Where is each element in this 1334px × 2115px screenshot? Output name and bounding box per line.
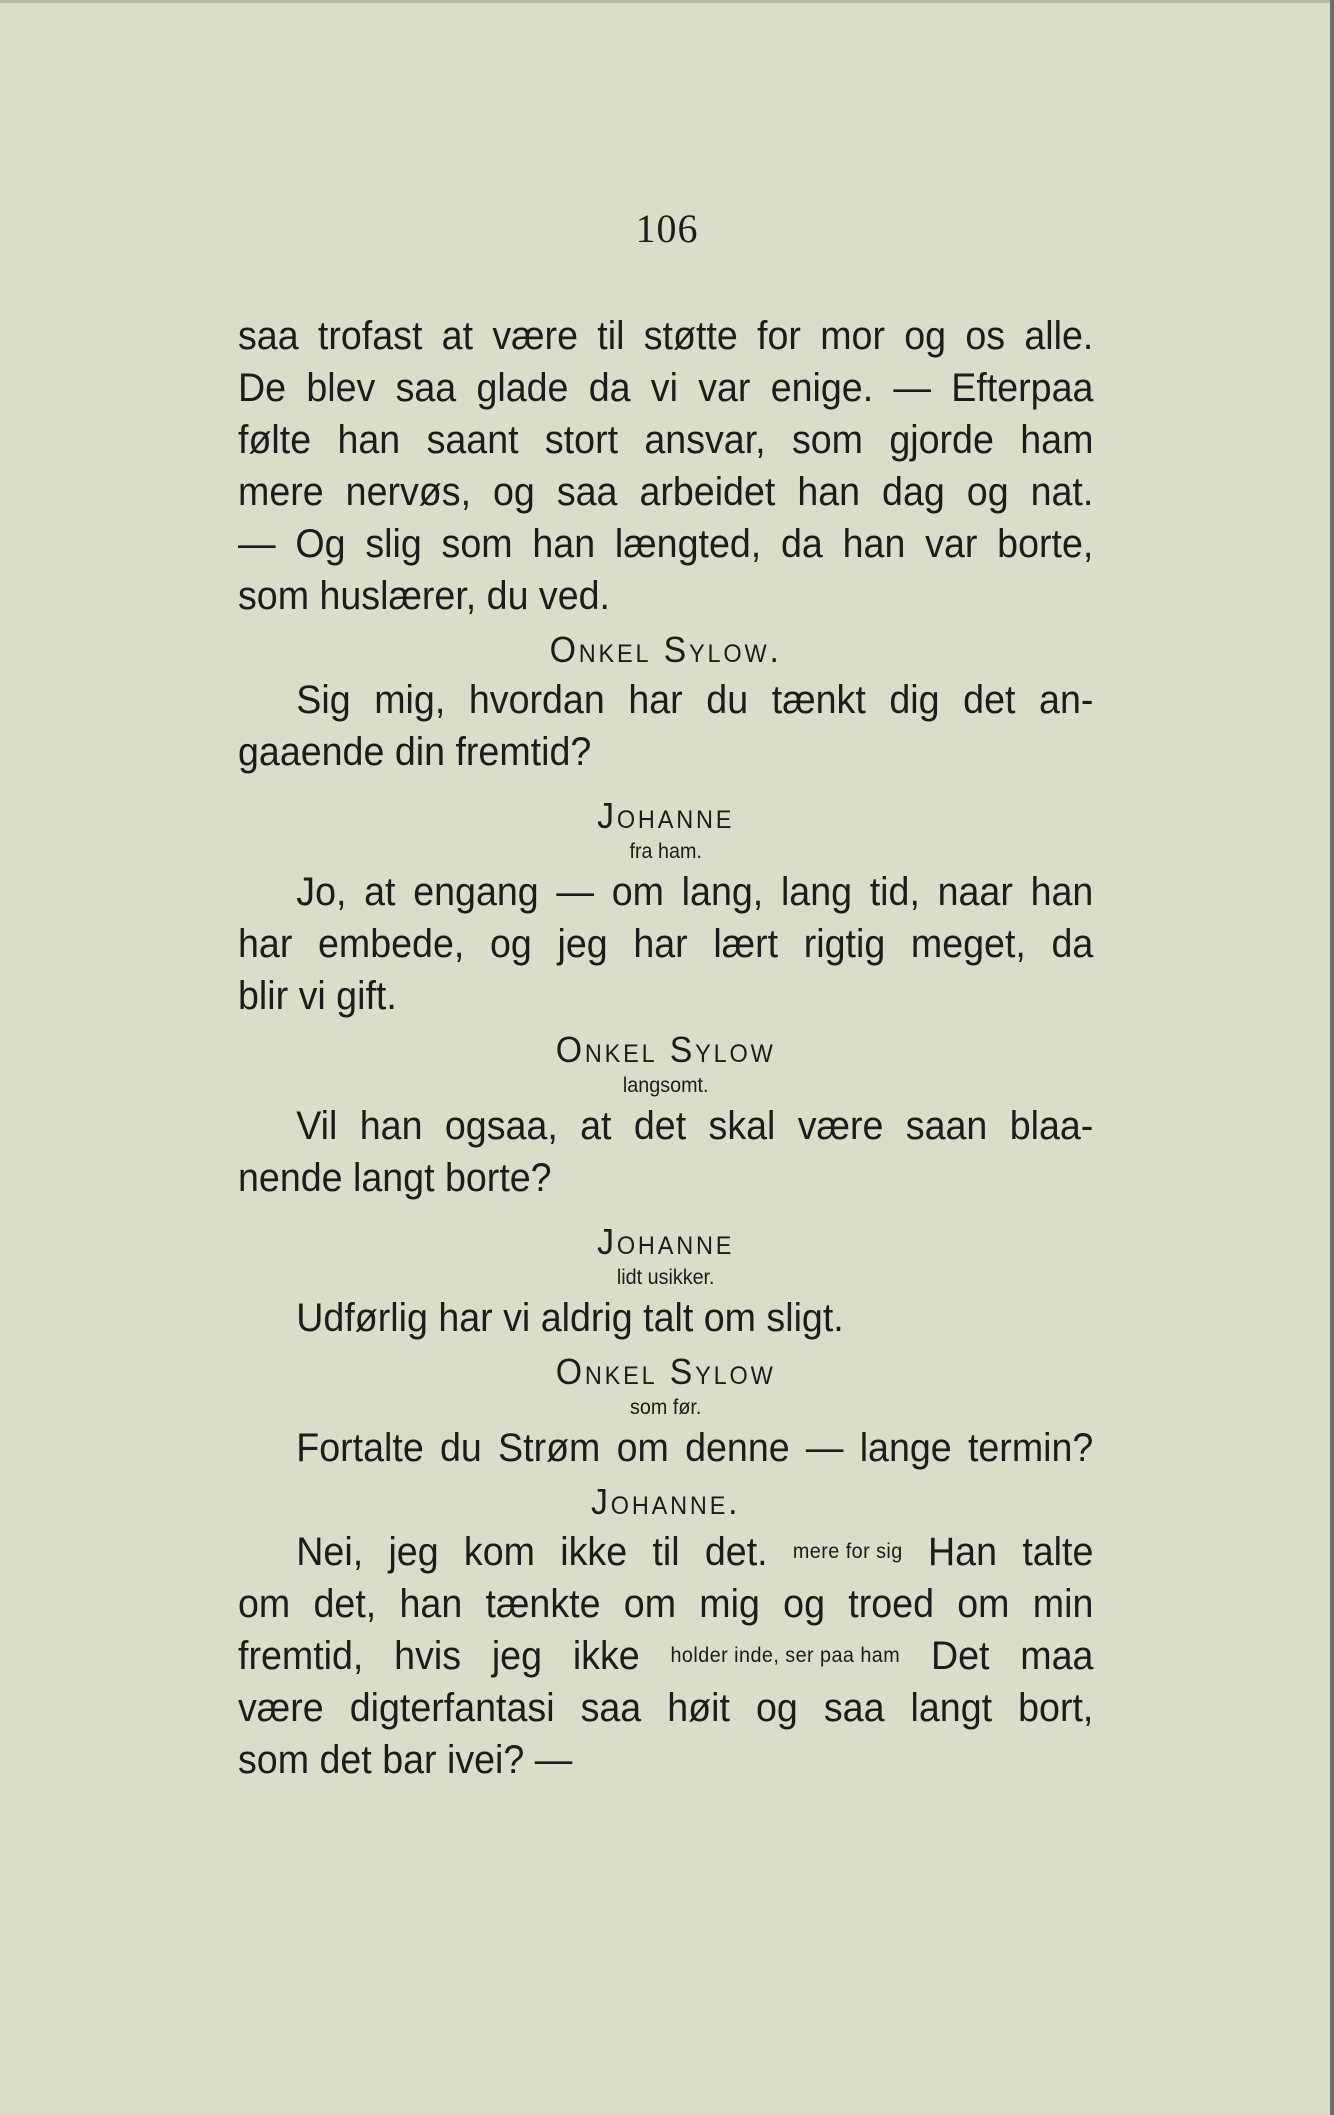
word: tænkt — [771, 678, 866, 722]
word: saa — [580, 1686, 642, 1730]
word: engang — [413, 870, 539, 914]
word: nervøs, — [345, 470, 472, 514]
word: saa — [556, 470, 618, 514]
word: meget, — [910, 922, 1026, 966]
word: maa — [1020, 1634, 1094, 1678]
text-line — [238, 918, 1093, 970]
speaker-name: Onkel Sylow — [555, 1029, 776, 1070]
word: var — [925, 522, 978, 566]
word: hvis — [394, 1634, 462, 1678]
word: at — [441, 314, 474, 358]
word: om — [238, 1582, 291, 1626]
word: saa — [238, 314, 299, 358]
word: han — [359, 1104, 423, 1148]
word: glade — [476, 366, 569, 410]
text-line — [238, 674, 1093, 726]
word: naar — [937, 870, 1013, 914]
word: hvordan — [468, 678, 605, 722]
word: Sig — [296, 678, 351, 722]
line-text: som det bar ivei? — — [238, 1738, 573, 1782]
word: ogsaa, — [444, 1104, 558, 1148]
word: han — [842, 522, 906, 566]
text-line — [238, 866, 1093, 918]
word: jeg — [557, 922, 608, 966]
word: jeg — [491, 1634, 543, 1678]
word: Han — [928, 1530, 998, 1574]
word: og — [493, 470, 535, 514]
page-edge-top — [0, 0, 1334, 3]
word: han — [399, 1582, 463, 1626]
line-text: blir vi gift. — [238, 974, 397, 1018]
word: ansvar, — [644, 418, 766, 462]
word: om — [623, 1582, 677, 1626]
word: du — [439, 1426, 482, 1470]
word: digterfantasi — [349, 1686, 555, 1730]
word: Fortalte — [296, 1426, 424, 1470]
text-line — [238, 570, 1093, 622]
stage-direction: fra ham. — [629, 840, 702, 863]
word: om — [957, 1582, 1010, 1626]
word: fremtid, — [238, 1634, 364, 1678]
word: langt — [910, 1686, 993, 1730]
word: saan — [905, 1104, 988, 1148]
word: blev — [306, 366, 376, 410]
line-text: Udførlig har vi aldrig talt om sligt. — [296, 1296, 844, 1340]
inline-stage-direction: mere for sig — [792, 1540, 903, 1563]
text-line — [238, 1734, 1093, 1786]
word: det — [633, 1104, 687, 1148]
word: alle. — [1024, 314, 1094, 358]
word: da — [1051, 922, 1094, 966]
word: lange — [859, 1426, 952, 1470]
word: jeg — [388, 1530, 439, 1574]
word: — — [238, 522, 276, 566]
speaker-name: Johanne. — [590, 1481, 741, 1522]
page-edge — [1330, 0, 1334, 2115]
word: og — [783, 1582, 826, 1626]
word: og — [489, 922, 532, 966]
word: det, — [313, 1582, 377, 1626]
word: være — [492, 314, 579, 358]
word: arbeidet — [639, 470, 776, 514]
word: saant — [426, 418, 519, 462]
word: ham — [1020, 418, 1094, 462]
word: borte, — [997, 522, 1094, 566]
text-line — [238, 1630, 1093, 1682]
word: embede, — [318, 922, 465, 966]
word: være — [238, 1686, 324, 1730]
word: mor — [820, 314, 885, 358]
word: være — [797, 1104, 884, 1148]
word: skal — [708, 1104, 776, 1148]
word: — — [805, 1426, 844, 1470]
speaker-name: Onkel Sylow — [555, 1351, 776, 1392]
word: han — [1030, 870, 1094, 914]
text-line — [238, 1578, 1093, 1630]
word: da — [781, 522, 823, 566]
word: mig — [699, 1582, 760, 1626]
word: kom — [463, 1530, 535, 1574]
word: om — [611, 870, 664, 914]
text-line — [238, 310, 1093, 362]
text-line — [238, 970, 1093, 1022]
word: stort — [544, 418, 619, 462]
word: nat. — [1030, 470, 1094, 514]
word: har — [238, 922, 293, 966]
word: tid, — [869, 870, 920, 914]
inline-stage-direction: holder inde, ser paa ham — [670, 1644, 901, 1667]
word: han — [797, 470, 861, 514]
word: Strøm — [498, 1426, 601, 1470]
word: til — [652, 1530, 680, 1574]
speaker-name: Johanne — [597, 1221, 735, 1262]
line-text: som huslærer, du ved. — [238, 574, 611, 618]
word: dag — [882, 470, 945, 514]
word: han — [337, 418, 401, 462]
text-line — [238, 1292, 1093, 1344]
word: at — [580, 1104, 612, 1148]
word: og — [755, 1686, 798, 1730]
word: blaa- — [1009, 1104, 1094, 1148]
text-line — [238, 726, 1093, 778]
word: Nei, — [296, 1530, 364, 1574]
word: til — [597, 314, 625, 358]
word: som — [441, 522, 513, 566]
text-line — [238, 1422, 1093, 1474]
stage-direction: som før. — [630, 1396, 702, 1419]
word: høit — [667, 1686, 730, 1730]
word: han — [532, 522, 596, 566]
word: Jo, — [296, 870, 347, 914]
word: tænkte — [485, 1582, 601, 1626]
word: for — [757, 314, 801, 358]
text-line — [238, 414, 1093, 466]
word: — — [893, 366, 932, 410]
word: ikke — [560, 1530, 628, 1574]
word: og — [966, 470, 1009, 514]
word: lang, — [681, 870, 764, 914]
word: os — [965, 314, 1006, 358]
text-line — [238, 1526, 1093, 1578]
text-line — [238, 1682, 1093, 1734]
word: saa — [395, 366, 457, 410]
word: det. — [704, 1530, 768, 1574]
word: længted, — [614, 522, 762, 566]
word: og — [904, 314, 947, 358]
word: termin? — [967, 1426, 1094, 1470]
word: støtte — [643, 314, 738, 358]
word: da — [588, 366, 631, 410]
word: dig — [889, 678, 940, 722]
text-line — [238, 466, 1093, 518]
word: har — [628, 678, 683, 722]
word: var — [698, 366, 751, 410]
word: rigtig — [803, 922, 886, 966]
text-line — [238, 1152, 1093, 1204]
word: om — [616, 1426, 669, 1470]
speaker-name: Johanne — [597, 795, 735, 836]
word: som — [791, 418, 864, 462]
word: du — [706, 678, 749, 722]
word: ikke — [572, 1634, 640, 1678]
page-number: 106 — [635, 206, 699, 251]
word: saa — [823, 1686, 885, 1730]
word: Efterpaa — [951, 366, 1094, 410]
word: lang — [780, 870, 853, 914]
speaker-name: Onkel Sylow. — [549, 629, 782, 670]
word: enige. — [770, 366, 874, 410]
word: talte — [1022, 1530, 1094, 1574]
text-line — [238, 518, 1093, 570]
word: — — [556, 870, 595, 914]
play-text — [238, 310, 1093, 1786]
word: troed — [848, 1582, 934, 1626]
word: Vil — [296, 1104, 338, 1148]
word: trofast — [317, 314, 423, 358]
word: an- — [1039, 678, 1094, 722]
word: bort, — [1018, 1686, 1094, 1730]
word: vi — [650, 366, 678, 410]
word: det — [963, 678, 1016, 722]
word: min — [1032, 1582, 1094, 1626]
word: slig — [365, 522, 422, 566]
word: lært — [713, 922, 779, 966]
line-text: gaaende din fremtid? — [238, 730, 592, 774]
word: denne — [685, 1426, 790, 1470]
word: mere — [238, 470, 324, 514]
word: mig, — [374, 678, 446, 722]
text-line — [238, 362, 1093, 414]
word: har — [633, 922, 688, 966]
word: Og — [295, 522, 346, 566]
word: Det — [930, 1634, 990, 1678]
stage-direction: langsomt. — [622, 1074, 709, 1097]
word: De — [238, 366, 287, 410]
word: følte — [238, 418, 312, 462]
text-line — [238, 1100, 1093, 1152]
word: gjorde — [889, 418, 994, 462]
stage-direction: lidt usikker. — [616, 1266, 715, 1289]
word: at — [364, 870, 396, 914]
line-text: nende langt borte? — [238, 1156, 552, 1200]
